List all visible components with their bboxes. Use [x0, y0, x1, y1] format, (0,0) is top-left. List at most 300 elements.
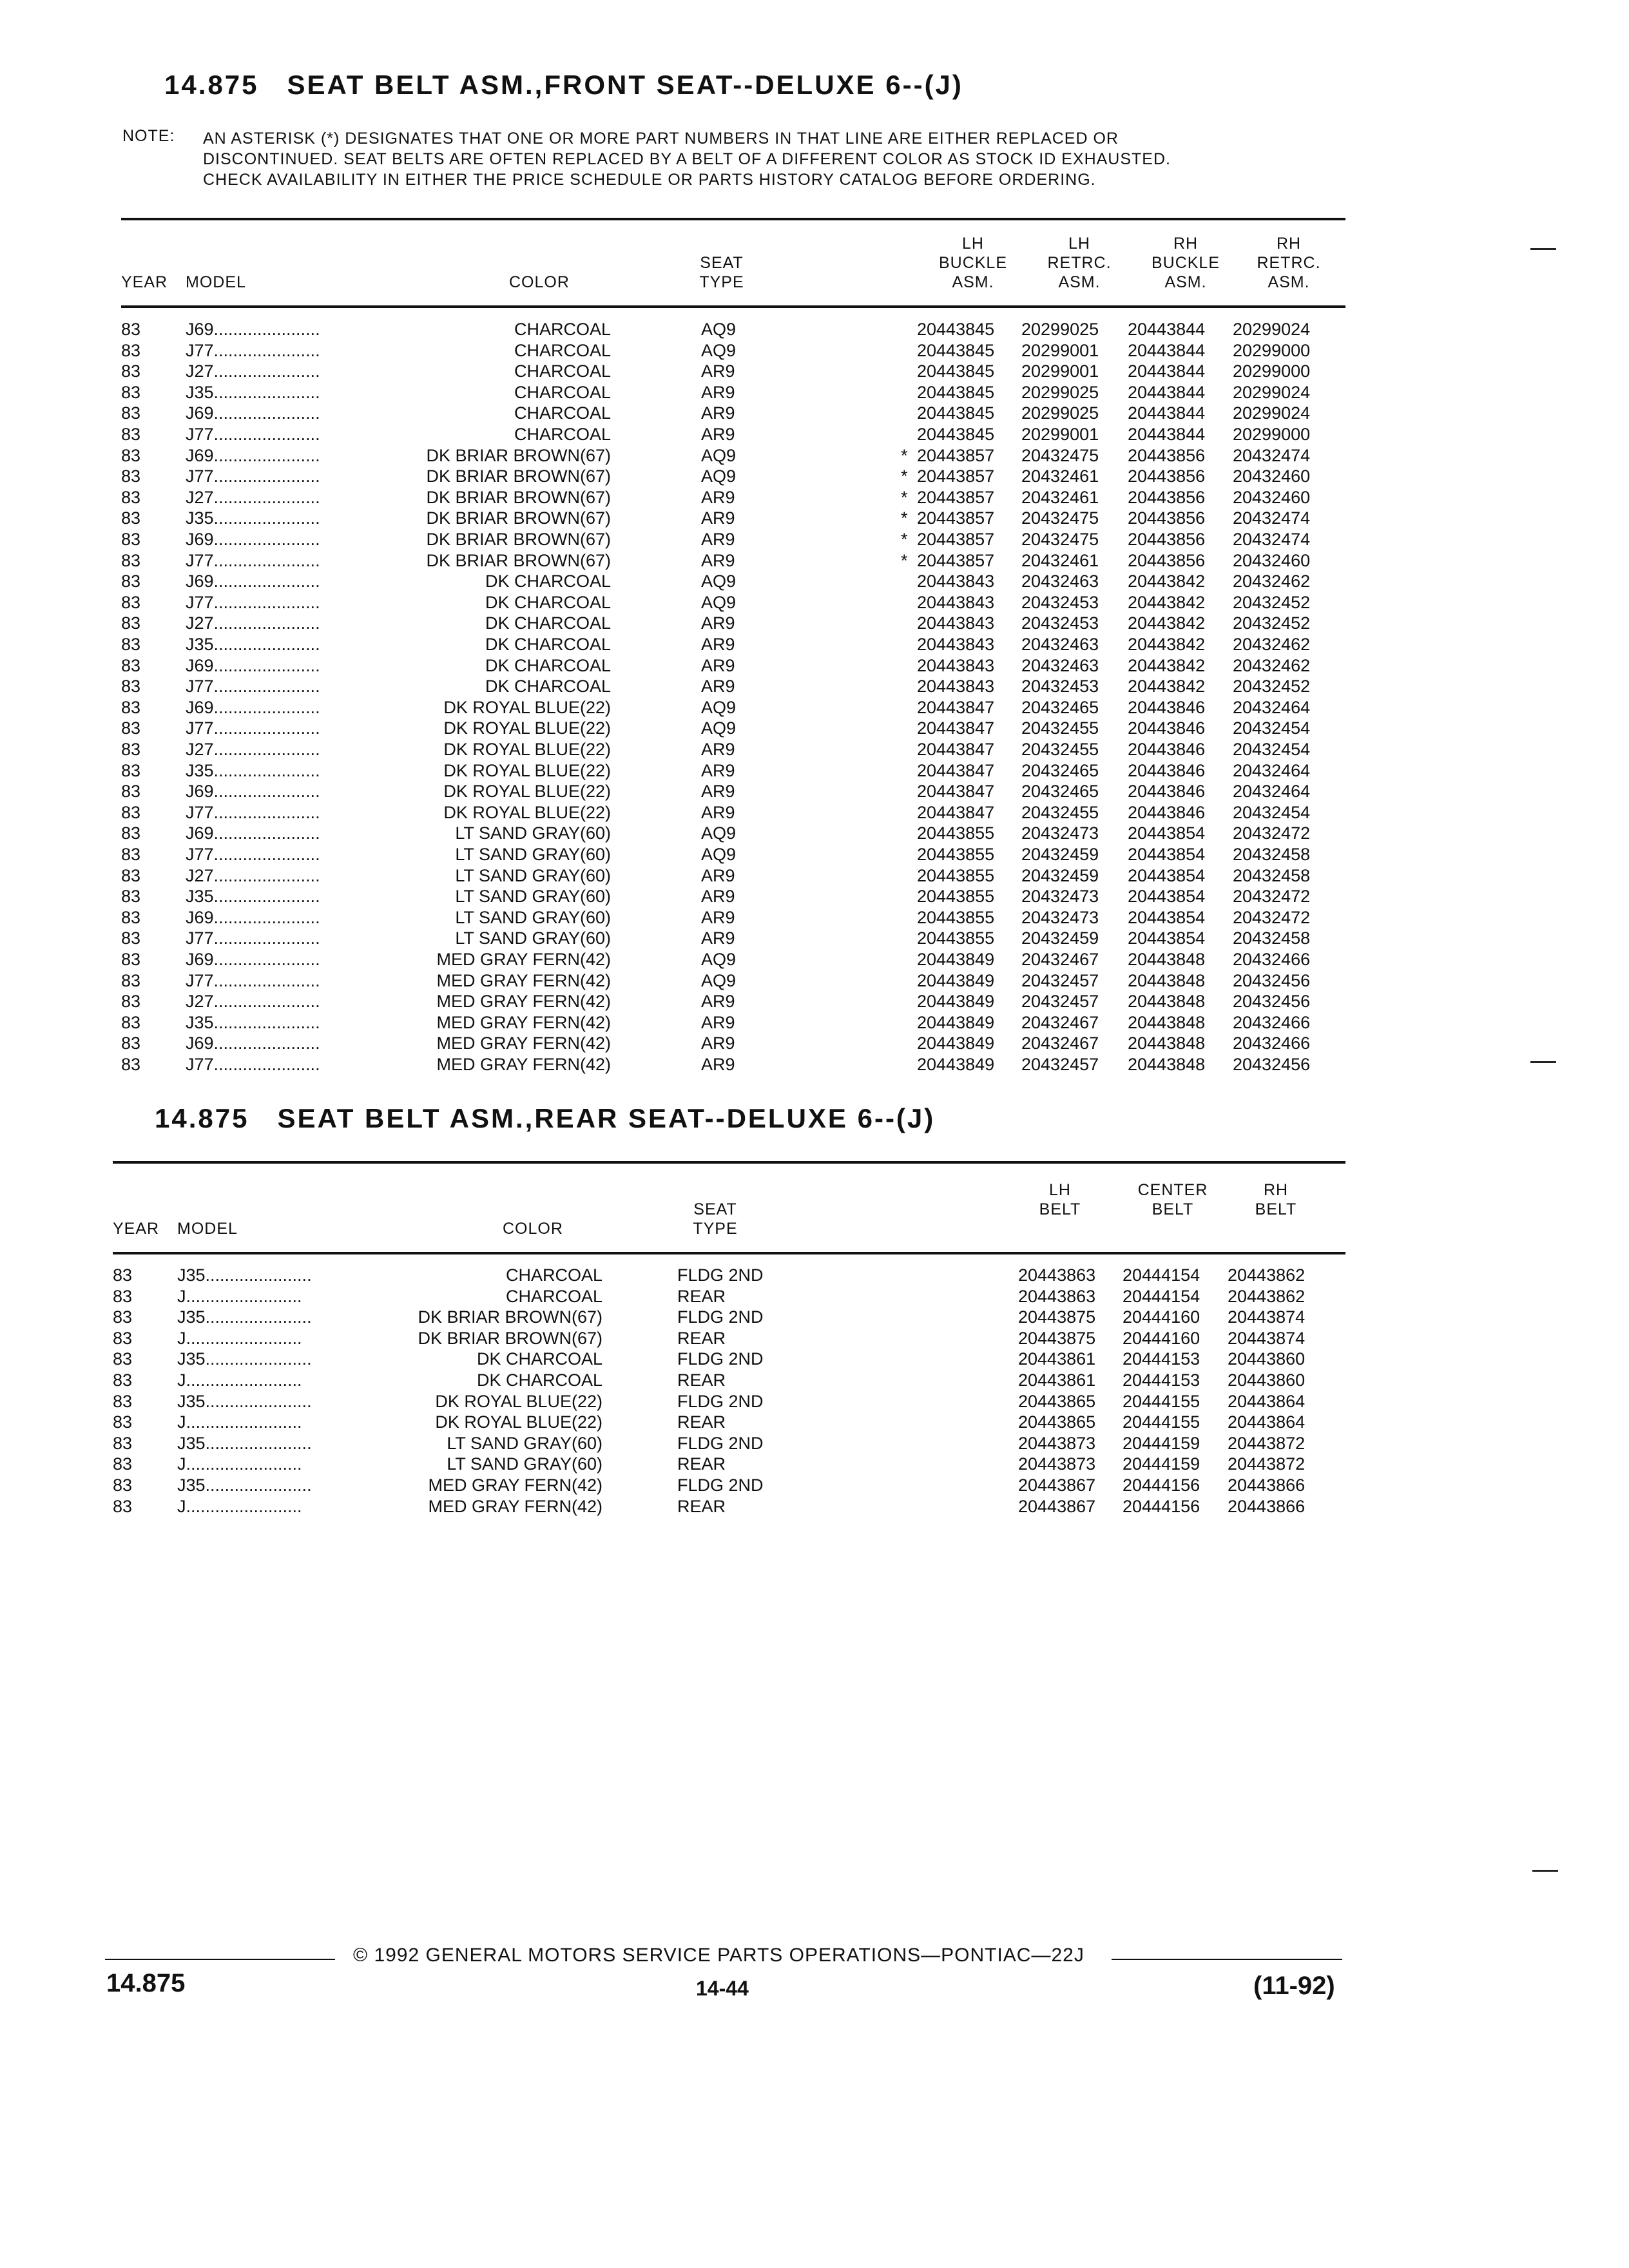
rh-retrc-cell: 20299000 [1233, 425, 1311, 444]
seat-type-cell: FLDG 2ND [677, 1307, 764, 1327]
seat-type-cell: AR9 [701, 403, 735, 423]
color-cell: CHARCOAL [514, 340, 611, 360]
rh-buckle-cell: 20443854 [1128, 865, 1206, 885]
year-cell: 83 [121, 340, 141, 360]
lh-retrc-cell: 20432463 [1021, 635, 1099, 654]
seat-type-cell: AR9 [701, 992, 735, 1012]
rh-retrc-cell: 20432460 [1233, 550, 1311, 570]
lh-retrc-cell: 20432461 [1021, 466, 1099, 486]
rh-buckle-cell: 20443842 [1128, 655, 1206, 675]
lh-retrc-cell: 20299001 [1021, 340, 1099, 360]
rear-section-title: 14.875 SEAT BELT ASM.,REAR SEAT--DELUXE 6--(J) [155, 1103, 936, 1133]
model-cell: J35...................... [177, 1391, 312, 1411]
color-cell: DK CHARCOAL [485, 635, 611, 654]
lh-retrc-cell: 20432465 [1021, 760, 1099, 780]
rh-retrc-cell: 20432466 [1233, 1012, 1311, 1032]
color-cell: DK BRIAR BROWN(67) [426, 466, 611, 486]
year-cell: 83 [121, 550, 141, 570]
color-cell: LT SAND GRAY(60) [455, 928, 611, 948]
lh-buckle-cell: 20443855 [917, 845, 995, 864]
table-row [121, 1012, 1345, 1033]
color-cell: DK CHARCOAL [485, 572, 611, 591]
lh-retrc-cell: 20432461 [1021, 487, 1099, 507]
year-cell: 83 [121, 740, 141, 759]
lh-retrc-cell: 20432453 [1021, 613, 1099, 633]
color-cell: DK BRIAR BROWN(67) [426, 445, 611, 465]
lh-buckle-cell: 20443857 [917, 550, 995, 570]
footer-rule-right [1112, 1959, 1342, 1960]
model-cell: J77...................... [186, 550, 320, 570]
seat-type-cell: AQ9 [701, 718, 737, 738]
color-cell: LT SAND GRAY(60) [455, 823, 611, 843]
table-row [121, 340, 1345, 361]
seat-type-cell: AR9 [701, 487, 735, 507]
rear-header-top-rule [113, 1161, 1345, 1164]
rh-buckle-cell: 20443856 [1128, 508, 1206, 528]
seat-type-cell: AQ9 [701, 845, 737, 864]
rh-retrc-cell: 20432462 [1233, 572, 1311, 591]
seat-type-cell: AR9 [701, 425, 735, 444]
lh-buckle-cell: 20443855 [917, 907, 995, 927]
rh-buckle-cell: 20443842 [1128, 635, 1206, 654]
lh-retrc-cell: 20432453 [1021, 592, 1099, 612]
table-row [121, 718, 1345, 739]
lh-buckle-cell: 20443843 [917, 592, 995, 612]
rh-buckle-cell: 20443848 [1128, 1055, 1206, 1074]
model-cell: J35...................... [177, 1349, 312, 1369]
rh-buckle-cell: 20443846 [1128, 782, 1206, 802]
rh-retrc-cell: 20432452 [1233, 677, 1311, 697]
rh-retrc-cell: 20299000 [1233, 340, 1311, 360]
lh-belt-cell: 20443865 [1018, 1391, 1096, 1411]
seat-type-cell: AQ9 [701, 697, 737, 717]
year-cell: 83 [121, 718, 141, 738]
color-cell: MED GRAY FERN(42) [436, 970, 611, 990]
center-belt-cell: 20444154 [1123, 1286, 1200, 1306]
table-row [113, 1433, 1345, 1454]
seat-type-cell: AR9 [701, 1055, 735, 1074]
model-cell: J77...................... [186, 802, 320, 822]
rh-retrc-cell: 20299024 [1233, 403, 1311, 423]
seat-type-cell: AR9 [701, 655, 735, 675]
lh-buckle-cell: 20443843 [917, 635, 995, 654]
year-cell: 83 [121, 1033, 141, 1053]
lh-retrc-cell: 20432453 [1021, 677, 1099, 697]
lh-retrc-cell: 20432475 [1021, 508, 1099, 528]
rh-buckle-cell: 20443856 [1128, 487, 1206, 507]
table-row [121, 781, 1345, 802]
year-cell: 83 [121, 592, 141, 612]
rh-buckle-cell: 20443848 [1128, 1033, 1206, 1053]
rh-retrc-cell: 20432460 [1233, 466, 1311, 486]
table-row [113, 1370, 1345, 1391]
model-cell: J69...................... [186, 655, 320, 675]
front-section-title: 14.875 SEAT BELT ASM.,FRONT SEAT--DELUXE 6--(J) [164, 70, 963, 100]
year-cell: 83 [113, 1433, 133, 1453]
rh-belt-cell: 20443874 [1228, 1328, 1306, 1348]
rh-buckle-cell: 20443846 [1128, 740, 1206, 759]
seat-type-cell: AR9 [701, 361, 735, 381]
rh-retrc-cell: 20432460 [1233, 487, 1311, 507]
front-header-rh-retrc: RH RETRC. ASM. [1257, 235, 1321, 291]
lh-retrc-cell: 20432455 [1021, 718, 1099, 738]
margin-tick [1532, 1870, 1558, 1872]
model-cell: J77...................... [186, 1055, 320, 1074]
lh-retrc-cell: 20432473 [1021, 823, 1099, 843]
table-row [113, 1265, 1345, 1286]
center-belt-cell: 20444159 [1123, 1433, 1200, 1453]
rh-belt-cell: 20443874 [1228, 1307, 1306, 1327]
model-cell: J69...................... [186, 572, 320, 591]
model-cell: J35...................... [177, 1307, 312, 1327]
model-cell: J69...................... [186, 1033, 320, 1053]
year-cell: 83 [113, 1265, 133, 1285]
front-header-bottom-rule [121, 305, 1345, 308]
rh-buckle-cell: 20443848 [1128, 1012, 1206, 1032]
year-cell: 83 [121, 950, 141, 969]
table-row [113, 1307, 1345, 1328]
table-row [121, 676, 1345, 697]
rh-buckle-cell: 20443854 [1128, 907, 1206, 927]
table-row [121, 424, 1345, 445]
rh-retrc-cell: 20432472 [1233, 907, 1311, 927]
rh-retrc-cell: 20432472 [1233, 823, 1311, 843]
model-cell: J35...................... [186, 1012, 320, 1032]
asterisk-marker: * [901, 466, 908, 486]
color-cell: DK BRIAR BROWN(67) [418, 1328, 602, 1348]
rh-buckle-cell: 20443854 [1128, 845, 1206, 864]
rh-retrc-cell: 20432474 [1233, 530, 1311, 549]
color-cell: MED GRAY FERN(42) [436, 1012, 611, 1032]
lh-buckle-cell: 20443857 [917, 466, 995, 486]
model-cell: J27...................... [186, 487, 320, 507]
model-cell: J35...................... [177, 1433, 312, 1453]
table-row [121, 592, 1345, 613]
front-header-seat-type: SEAT TYPE [699, 254, 744, 291]
seat-type-cell: AR9 [701, 782, 735, 802]
table-row [121, 907, 1345, 928]
lh-buckle-cell: 20443845 [917, 425, 995, 444]
table-row [121, 403, 1345, 424]
asterisk-marker: * [901, 508, 908, 528]
color-cell: MED GRAY FERN(42) [436, 1033, 611, 1053]
rh-buckle-cell: 20443842 [1128, 572, 1206, 591]
table-row [121, 550, 1345, 572]
lh-belt-cell: 20443873 [1018, 1454, 1096, 1474]
table-row [121, 382, 1345, 403]
table-row [121, 445, 1345, 466]
footer-copyright: © 1992 GENERAL MOTORS SERVICE PARTS OPERATIONS—PONTIAC—22J [353, 1945, 1084, 1966]
seat-type-cell: FLDG 2ND [677, 1349, 764, 1369]
model-cell: J69...................... [186, 697, 320, 717]
table-row [113, 1412, 1345, 1433]
color-cell: DK BRIAR BROWN(67) [426, 508, 611, 528]
year-cell: 83 [121, 466, 141, 486]
center-belt-cell: 20444160 [1123, 1307, 1200, 1327]
table-row [113, 1454, 1345, 1475]
rear-header-model: MODEL [177, 1220, 238, 1238]
year-cell: 83 [121, 907, 141, 927]
table-row [121, 928, 1345, 949]
rear-header-bottom-rule [113, 1252, 1345, 1254]
table-row [121, 886, 1345, 907]
color-cell: CHARCOAL [505, 1286, 602, 1306]
rh-buckle-cell: 20443856 [1128, 466, 1206, 486]
color-cell: DK CHARCOAL [476, 1349, 602, 1369]
rh-retrc-cell: 20432458 [1233, 865, 1311, 885]
color-cell: CHARCOAL [514, 403, 611, 423]
year-cell: 83 [113, 1391, 133, 1411]
lh-retrc-cell: 20299025 [1021, 320, 1099, 339]
table-row [121, 844, 1345, 865]
rh-retrc-cell: 20432456 [1233, 992, 1311, 1012]
rh-buckle-cell: 20443844 [1128, 361, 1206, 381]
model-cell: J27...................... [186, 865, 320, 885]
lh-buckle-cell: 20443849 [917, 970, 995, 990]
table-row [121, 319, 1345, 340]
rh-buckle-cell: 20443844 [1128, 403, 1206, 423]
lh-belt-cell: 20443863 [1018, 1286, 1096, 1306]
rh-retrc-cell: 20432466 [1233, 1033, 1311, 1053]
lh-retrc-cell: 20432475 [1021, 445, 1099, 465]
rh-retrc-cell: 20432452 [1233, 592, 1311, 612]
year-cell: 83 [121, 802, 141, 822]
lh-buckle-cell: 20443849 [917, 1033, 995, 1053]
lh-retrc-cell: 20432473 [1021, 907, 1099, 927]
seat-type-cell: AR9 [701, 1012, 735, 1032]
table-row [113, 1328, 1345, 1349]
rh-retrc-cell: 20432454 [1233, 740, 1311, 759]
lh-buckle-cell: 20443845 [917, 340, 995, 360]
table-row [113, 1475, 1345, 1496]
asterisk-marker: * [901, 530, 908, 549]
lh-buckle-cell: 20443847 [917, 697, 995, 717]
model-cell: J........................ [177, 1496, 302, 1516]
model-cell: J........................ [177, 1370, 302, 1390]
lh-retrc-cell: 20432461 [1021, 550, 1099, 570]
model-cell: J77...................... [186, 592, 320, 612]
footer-rule-left [105, 1959, 335, 1960]
seat-type-cell: AR9 [701, 928, 735, 948]
model-cell: J........................ [177, 1328, 302, 1348]
rh-retrc-cell: 20299024 [1233, 382, 1311, 402]
rh-buckle-cell: 20443844 [1128, 340, 1206, 360]
lh-buckle-cell: 20443847 [917, 760, 995, 780]
lh-belt-cell: 20443861 [1018, 1370, 1096, 1390]
rh-retrc-cell: 20432464 [1233, 697, 1311, 717]
rh-buckle-cell: 20443856 [1128, 550, 1206, 570]
color-cell: DK BRIAR BROWN(67) [426, 530, 611, 549]
lh-retrc-cell: 20432459 [1021, 845, 1099, 864]
seat-type-cell: AR9 [701, 740, 735, 759]
year-cell: 83 [121, 823, 141, 843]
lh-buckle-cell: 20443845 [917, 382, 995, 402]
model-cell: J........................ [177, 1454, 302, 1474]
rh-belt-cell: 20443862 [1228, 1286, 1306, 1306]
margin-tick [1530, 248, 1556, 250]
seat-type-cell: AR9 [701, 802, 735, 822]
rear-header-lh-belt: LH BELT [1039, 1181, 1081, 1218]
center-belt-cell: 20444153 [1123, 1349, 1200, 1369]
rh-buckle-cell: 20443856 [1128, 445, 1206, 465]
table-row [121, 1054, 1345, 1075]
center-belt-cell: 20444155 [1123, 1391, 1200, 1411]
center-belt-cell: 20444155 [1123, 1412, 1200, 1432]
seat-type-cell: AQ9 [701, 320, 737, 339]
rh-belt-cell: 20443872 [1228, 1433, 1306, 1453]
color-cell: MED GRAY FERN(42) [428, 1496, 602, 1516]
center-belt-cell: 20444156 [1123, 1496, 1200, 1516]
model-cell: J27...................... [186, 740, 320, 759]
lh-buckle-cell: 20443847 [917, 740, 995, 759]
rear-header-year: YEAR [113, 1220, 160, 1238]
year-cell: 83 [113, 1475, 133, 1495]
rh-retrc-cell: 20432472 [1233, 887, 1311, 907]
center-belt-cell: 20444154 [1123, 1265, 1200, 1285]
lh-buckle-cell: 20443855 [917, 865, 995, 885]
color-cell: CHARCOAL [505, 1265, 602, 1285]
lh-belt-cell: 20443861 [1018, 1349, 1096, 1369]
seat-type-cell: AQ9 [701, 572, 737, 591]
rh-belt-cell: 20443866 [1228, 1496, 1306, 1516]
front-parts-table [121, 319, 1345, 1092]
table-row [121, 823, 1345, 844]
color-cell: DK ROYAL BLUE(22) [443, 802, 611, 822]
color-cell: LT SAND GRAY(60) [455, 907, 611, 927]
table-row [121, 970, 1345, 992]
rh-buckle-cell: 20443844 [1128, 382, 1206, 402]
center-belt-cell: 20444159 [1123, 1454, 1200, 1474]
note-line-1: AN ASTERISK (*) DESIGNATES THAT ONE OR MORE PART NUMBERS IN THAT LINE ARE EITHER REPLACED OR [203, 130, 1119, 148]
rh-retrc-cell: 20432456 [1233, 1055, 1311, 1074]
year-cell: 83 [121, 992, 141, 1012]
lh-retrc-cell: 20432459 [1021, 928, 1099, 948]
seat-type-cell: AR9 [701, 907, 735, 927]
model-cell: J69...................... [186, 445, 320, 465]
rh-buckle-cell: 20443854 [1128, 823, 1206, 843]
seat-type-cell: FLDG 2ND [677, 1265, 764, 1285]
color-cell: DK ROYAL BLUE(22) [443, 782, 611, 802]
rh-retrc-cell: 20432464 [1233, 782, 1311, 802]
table-row [121, 1033, 1345, 1054]
rh-retrc-cell: 20432474 [1233, 445, 1311, 465]
color-cell: DK ROYAL BLUE(22) [443, 740, 611, 759]
lh-buckle-cell: 20443857 [917, 530, 995, 549]
lh-buckle-cell: 20443855 [917, 887, 995, 907]
year-cell: 83 [121, 425, 141, 444]
rh-belt-cell: 20443862 [1228, 1265, 1306, 1285]
color-cell: DK CHARCOAL [485, 592, 611, 612]
model-cell: J35...................... [186, 508, 320, 528]
year-cell: 83 [113, 1496, 133, 1516]
table-row [121, 361, 1345, 382]
color-cell: DK CHARCOAL [485, 677, 611, 697]
lh-belt-cell: 20443875 [1018, 1307, 1096, 1327]
rh-retrc-cell: 20432464 [1233, 760, 1311, 780]
table-row [121, 487, 1345, 508]
rh-buckle-cell: 20443854 [1128, 887, 1206, 907]
model-cell: J69...................... [186, 403, 320, 423]
year-cell: 83 [121, 928, 141, 948]
seat-type-cell: AR9 [701, 635, 735, 654]
footer-page-number: 14-44 [696, 1977, 749, 2000]
seat-type-cell: REAR [677, 1370, 726, 1390]
table-row [113, 1391, 1345, 1412]
rh-retrc-cell: 20432456 [1233, 970, 1311, 990]
model-cell: J........................ [177, 1286, 302, 1306]
model-cell: J35...................... [186, 382, 320, 402]
rh-buckle-cell: 20443846 [1128, 718, 1206, 738]
table-row [121, 991, 1345, 1012]
color-cell: DK ROYAL BLUE(22) [435, 1391, 602, 1411]
rh-retrc-cell: 20432462 [1233, 635, 1311, 654]
model-cell: J........................ [177, 1412, 302, 1432]
note-label: NOTE: [122, 127, 175, 145]
model-cell: J27...................... [186, 613, 320, 633]
rh-retrc-cell: 20432454 [1233, 718, 1311, 738]
rh-retrc-cell: 20432454 [1233, 802, 1311, 822]
table-row [121, 571, 1345, 592]
table-row [113, 1496, 1345, 1517]
lh-retrc-cell: 20432457 [1021, 992, 1099, 1012]
rh-buckle-cell: 20443844 [1128, 320, 1206, 339]
rh-belt-cell: 20443864 [1228, 1412, 1306, 1432]
lh-retrc-cell: 20432463 [1021, 655, 1099, 675]
lh-retrc-cell: 20432467 [1021, 1033, 1099, 1053]
model-cell: J27...................... [186, 992, 320, 1012]
center-belt-cell: 20444156 [1123, 1475, 1200, 1495]
year-cell: 83 [121, 508, 141, 528]
rh-retrc-cell: 20432474 [1233, 508, 1311, 528]
color-cell: DK CHARCOAL [485, 613, 611, 633]
lh-retrc-cell: 20432463 [1021, 572, 1099, 591]
color-cell: MED GRAY FERN(42) [436, 992, 611, 1012]
lh-buckle-cell: 20443843 [917, 613, 995, 633]
seat-type-cell: FLDG 2ND [677, 1433, 764, 1453]
color-cell: CHARCOAL [514, 361, 611, 381]
lh-buckle-cell: 20443855 [917, 928, 995, 948]
rh-buckle-cell: 20443848 [1128, 970, 1206, 990]
lh-retrc-cell: 20299025 [1021, 382, 1099, 402]
model-cell: J69...................... [186, 320, 320, 339]
color-cell: CHARCOAL [514, 320, 611, 339]
year-cell: 83 [121, 572, 141, 591]
seat-type-cell: AQ9 [701, 340, 737, 360]
seat-type-cell: AR9 [701, 382, 735, 402]
year-cell: 83 [113, 1412, 133, 1432]
note-line-3: CHECK AVAILABILITY IN EITHER THE PRICE SCHEDULE OR PARTS HISTORY CATALOG BEFORE ORDERING. [203, 171, 1096, 189]
rh-buckle-cell: 20443844 [1128, 425, 1206, 444]
color-cell: DK BRIAR BROWN(67) [426, 487, 611, 507]
lh-belt-cell: 20443867 [1018, 1475, 1096, 1495]
model-cell: J77...................... [186, 340, 320, 360]
lh-buckle-cell: 20443845 [917, 320, 995, 339]
year-cell: 83 [121, 760, 141, 780]
seat-type-cell: REAR [677, 1412, 726, 1432]
footer-section-number: 14.875 [106, 1969, 186, 1997]
front-header-year: YEAR [121, 273, 168, 291]
lh-buckle-cell: 20443849 [917, 992, 995, 1012]
table-row [121, 508, 1345, 529]
year-cell: 83 [121, 865, 141, 885]
seat-type-cell: AR9 [701, 550, 735, 570]
color-cell: DK ROYAL BLUE(22) [435, 1412, 602, 1432]
model-cell: J77...................... [186, 970, 320, 990]
lh-retrc-cell: 20432455 [1021, 740, 1099, 759]
footer-date: (11-92) [1253, 1972, 1335, 2000]
seat-type-cell: AR9 [701, 508, 735, 528]
lh-buckle-cell: 20443857 [917, 487, 995, 507]
